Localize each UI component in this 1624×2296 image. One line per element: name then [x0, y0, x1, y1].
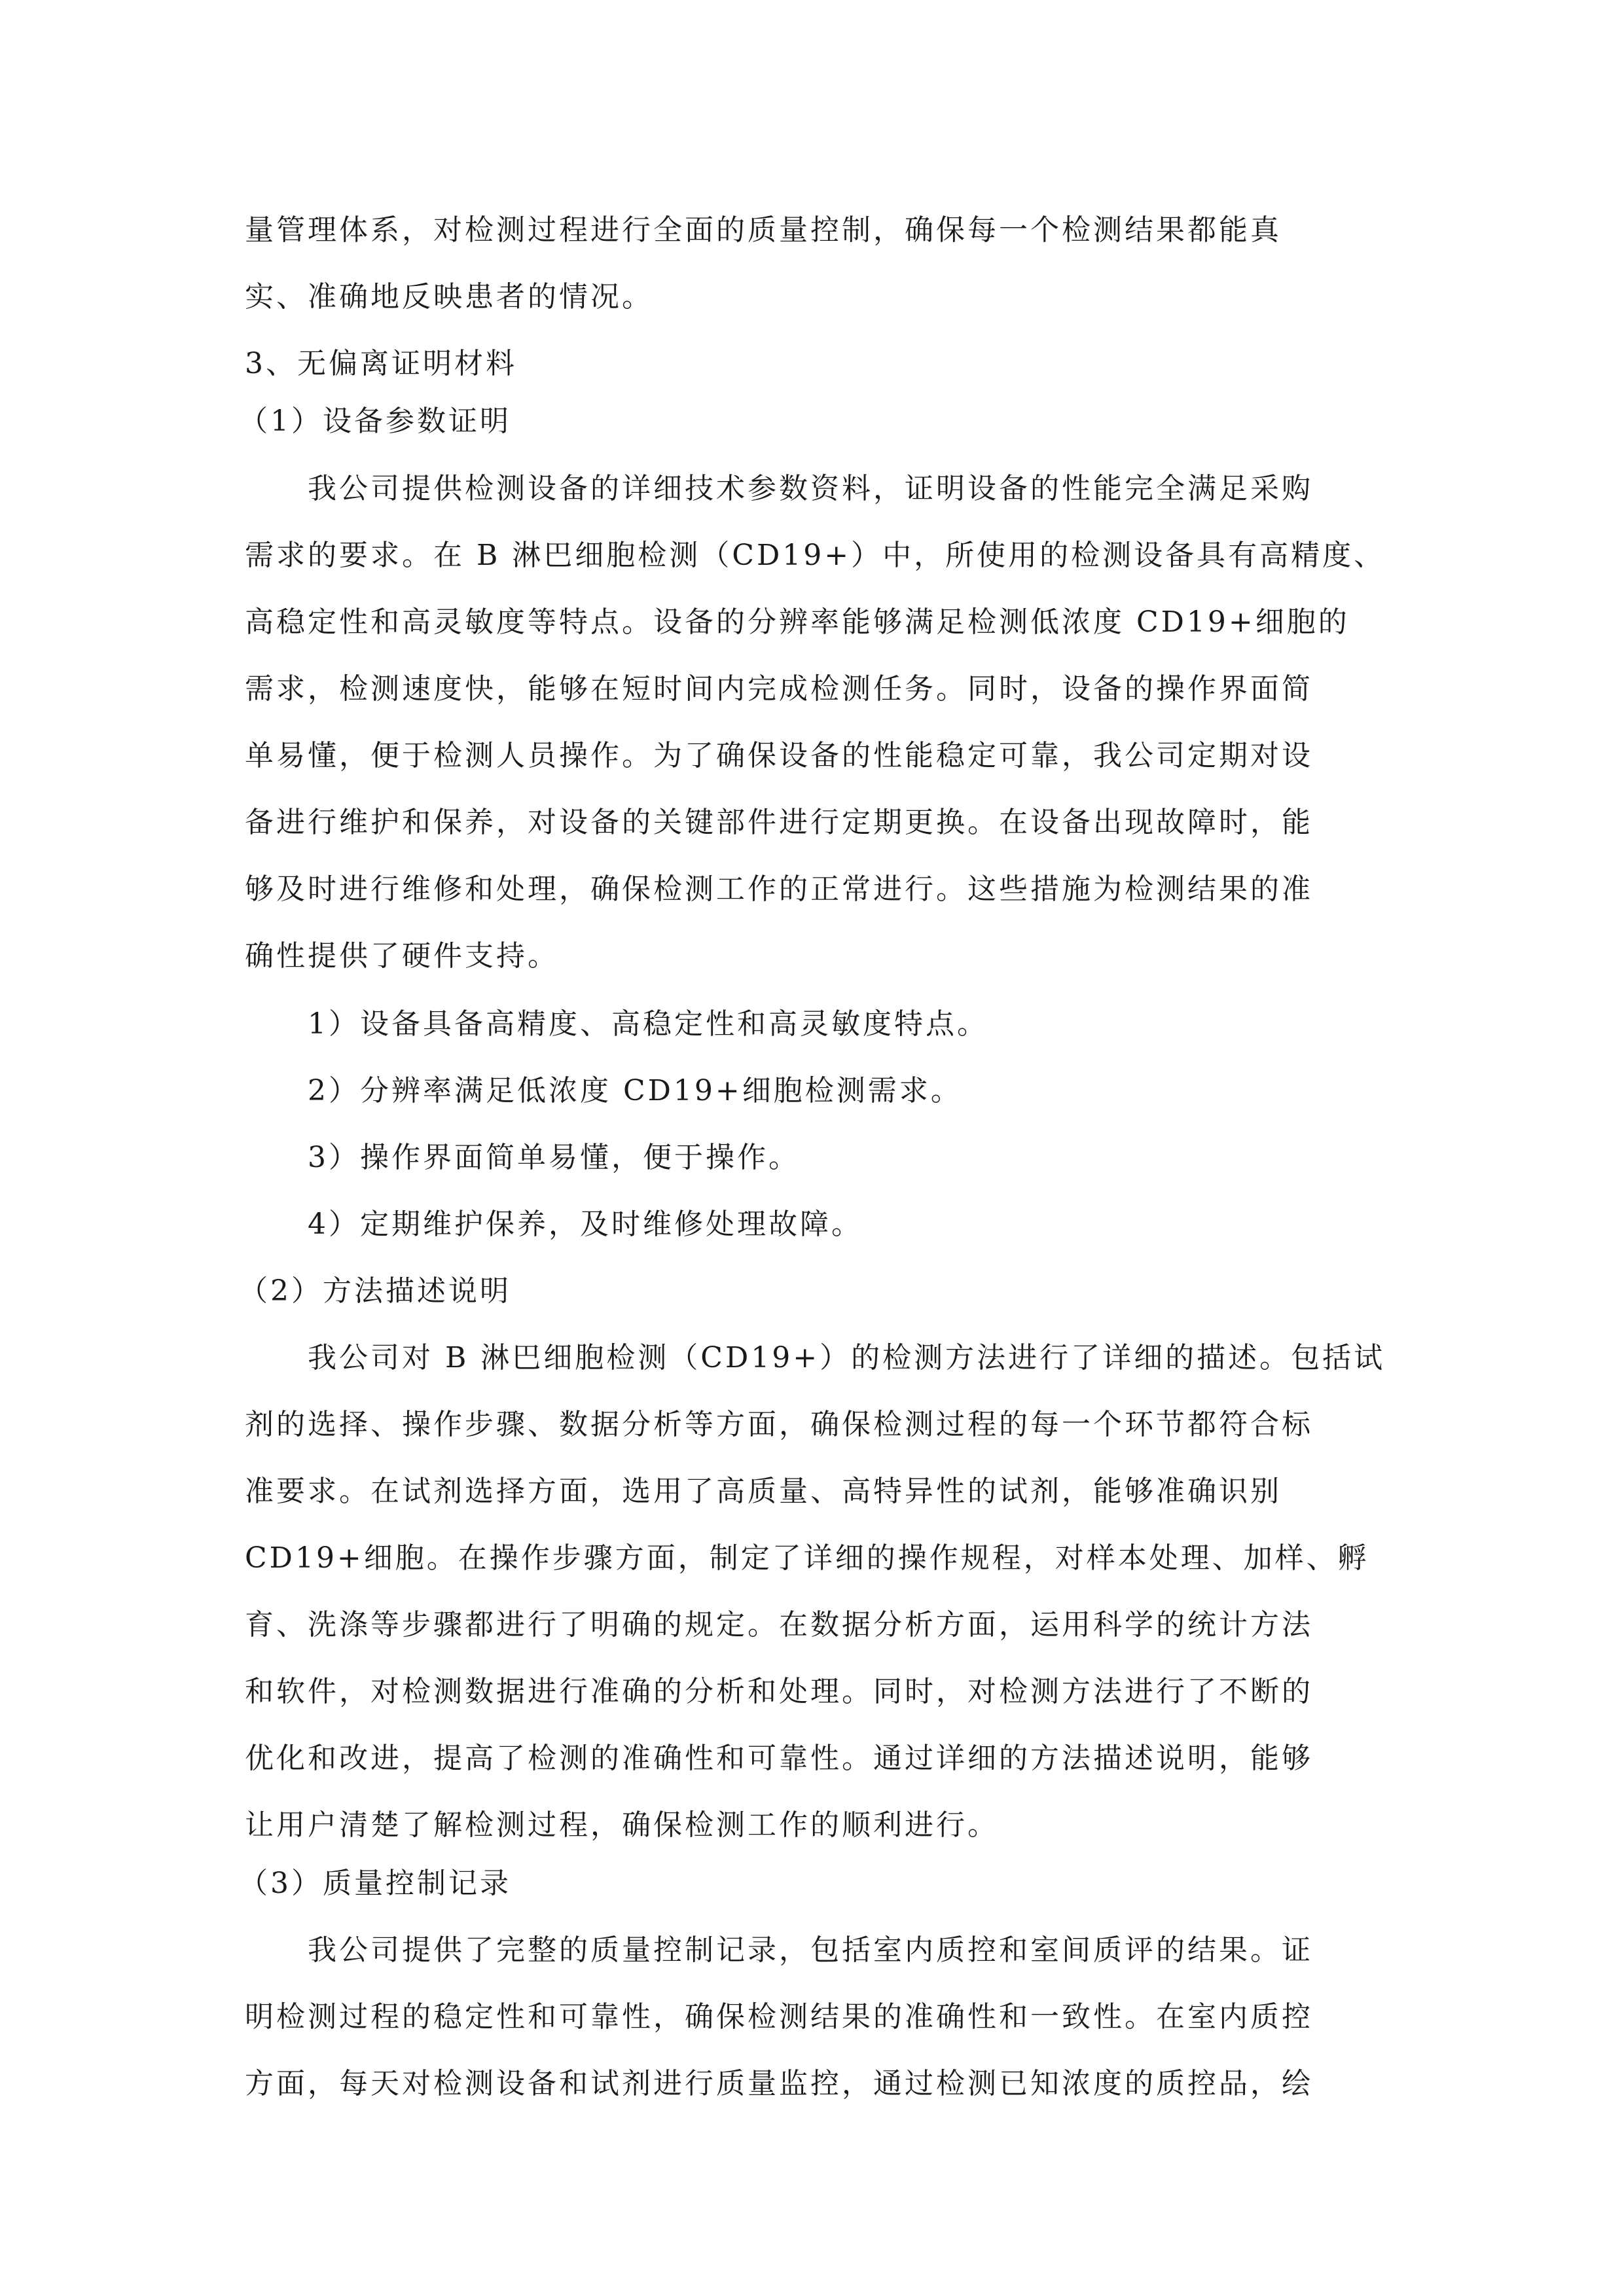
list-item: 1）设备具备高精度、高稳定性和高灵敏度特点。	[308, 1007, 988, 1041]
text-line: 优化和改进，提高了检测的准确性和可靠性。通过详细的方法描述说明，能够	[245, 1742, 1313, 1775]
text-line: 需求，检测速度快，能够在短时间内完成检测任务。同时，设备的操作界面简	[245, 672, 1313, 706]
text-line: 实、准确地反映患者的情况。	[245, 280, 653, 314]
text-line: 准要求。在试剂选择方面，选用了高质量、高特异性的试剂，能够准确识别	[245, 1475, 1282, 1508]
text-line: 剂的选择、操作步骤、数据分析等方面，确保检测过程的每一个环节都符合标	[245, 1408, 1313, 1441]
text-line: 明检测过程的稳定性和可靠性，确保检测结果的准确性和一致性。在室内质控	[245, 2000, 1313, 2034]
text-line: 我公司提供检测设备的详细技术参数资料，证明设备的性能完全满足采购	[308, 472, 1313, 505]
subsection-heading: （3）质量控制记录	[239, 1867, 511, 1900]
text-line: 够及时进行维修和处理，确保检测工作的正常进行。这些措施为检测结果的准	[245, 872, 1313, 906]
text-line: 单易懂，便于检测人员操作。为了确保设备的性能稳定可靠，我公司定期对设	[245, 739, 1313, 772]
text-line: 备进行维护和保养，对设备的关键部件进行定期更换。在设备出现故障时，能	[245, 806, 1313, 839]
text-line: 我公司对 B 淋巴细胞检测（CD19+）的检测方法进行了详细的描述。包括试	[308, 1341, 1386, 1374]
text-line: CD19+细胞。在操作步骤方面，制定了详细的操作规程，对样本处理、加样、孵	[245, 1541, 1369, 1575]
text-line: 方面，每天对检测设备和试剂进行质量监控，通过检测已知浓度的质控品，绘	[245, 2067, 1313, 2100]
text-line: 让用户清楚了解检测过程，确保检测工作的顺利进行。	[245, 1808, 999, 1842]
text-line: 确性提供了硬件支持。	[245, 939, 559, 973]
text-line: 和软件，对检测数据进行准确的分析和处理。同时，对检测方法进行了不断的	[245, 1675, 1313, 1708]
subsection-heading: （2）方法描述说明	[239, 1274, 511, 1308]
list-item: 4）定期维护保养，及时维修处理故障。	[308, 1208, 863, 1241]
text-line: 高稳定性和高灵敏度等特点。设备的分辨率能够满足检测低浓度 CD19+细胞的	[245, 605, 1350, 639]
subsection-heading: （1）设备参数证明	[239, 404, 511, 438]
text-line: 量管理体系，对检测过程进行全面的质量控制，确保每一个检测结果都能真	[245, 213, 1282, 247]
text-line: 我公司提供了完整的质量控制记录，包括室内质控和室间质评的结果。证	[308, 1933, 1313, 1967]
text-line: 需求的要求。在 B 淋巴细胞检测（CD19+）中，所使用的检测设备具有高精度、	[245, 539, 1386, 572]
section-heading: 3、无偏离证明材料	[245, 347, 517, 380]
text-line: 育、洗涤等步骤都进行了明确的规定。在数据分析方面，运用科学的统计方法	[245, 1608, 1313, 1641]
list-item: 2）分辨率满足低浓度 CD19+细胞检测需求。	[308, 1074, 962, 1107]
list-item: 3）操作界面简单易懂，便于操作。	[308, 1141, 800, 1174]
